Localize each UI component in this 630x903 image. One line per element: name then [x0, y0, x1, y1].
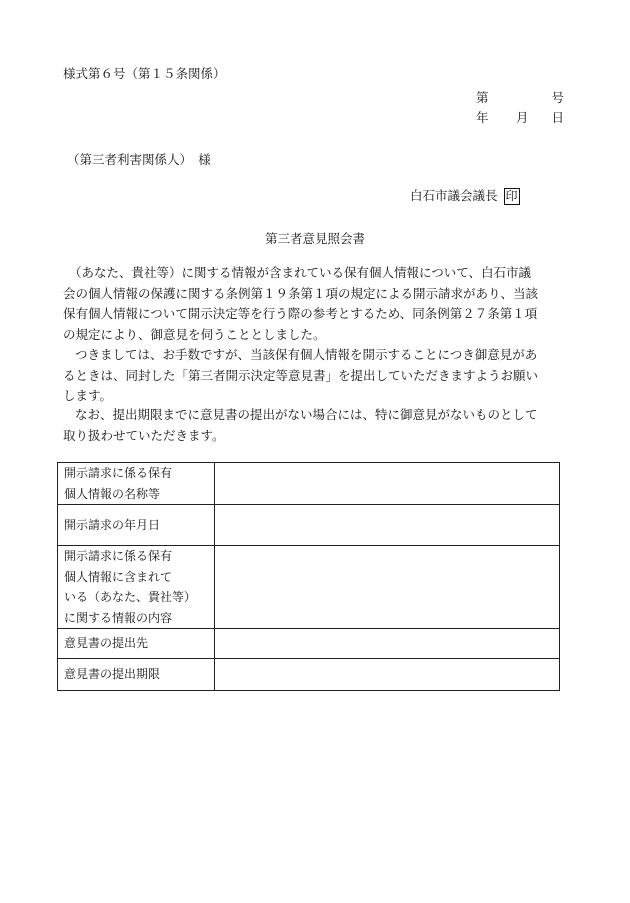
paragraph-line: 保有個人情報について開示決定等を行う際の参考とするため、同条例第２７条第１項	[63, 306, 538, 321]
seal-stamp: 印	[505, 189, 518, 203]
addressee: （第三者利害関係人） 様	[67, 152, 211, 167]
paragraph-line: 取り扱わせていただきます。	[63, 427, 225, 443]
label-line: 個人情報の名称等	[64, 486, 161, 501]
table-label-cell	[58, 505, 215, 546]
table-row	[58, 659, 560, 691]
label-line: いる（あなた、貴社等）	[64, 590, 197, 604]
body-paragraph-3	[63, 405, 563, 446]
document-title: 第三者意見照会書	[264, 231, 365, 246]
table-value-cell[interactable]	[214, 659, 559, 691]
label-line: 開示請求に係る保有	[64, 549, 173, 563]
form-number: 様式第６号（第１５条関係）	[63, 66, 226, 81]
label-line: 意見書の提出期限	[64, 667, 161, 682]
paragraph-line: の規定により、御意見を伺うこととしました。	[63, 326, 326, 342]
table-label-cell	[58, 546, 215, 629]
table-value-cell[interactable]	[214, 463, 559, 505]
sender	[410, 186, 520, 205]
table-row	[58, 463, 560, 505]
sender-name: 白石市議会議長	[410, 188, 498, 203]
body-paragraph-1	[63, 263, 563, 345]
paragraph-line: なお、提出期限までに意見書の提出がない場合には、特に御意見がないものとして	[75, 407, 538, 422]
table-label-cell	[58, 629, 215, 659]
body-paragraph-2	[63, 345, 563, 407]
paragraph-line: します。	[63, 388, 113, 403]
info-table	[57, 462, 560, 691]
label-line: 開示請求の年月日	[64, 517, 161, 532]
paragraph-line: つきましては、お手数ですが、当該保有個人情報を開示することにつき御意見があ	[75, 347, 538, 362]
table-row	[58, 546, 560, 629]
table-value-cell[interactable]	[214, 629, 559, 659]
date-month-label: 月	[516, 110, 529, 125]
label-line: に関する情報の内容	[64, 610, 173, 625]
table-value-cell[interactable]	[214, 505, 559, 546]
date-year-label: 年	[476, 110, 489, 125]
paragraph-line: （あなた、貴社等）に関する情報が含まれている保有個人情報について、白石市議	[69, 265, 532, 280]
table-row	[58, 629, 560, 659]
number-prefix-label: 第	[476, 90, 489, 105]
label-line: 意見書の提出先	[64, 636, 149, 651]
number-suffix-label: 号	[551, 90, 564, 105]
label-line: 開示請求に係る保有	[64, 466, 173, 480]
table-row	[58, 505, 560, 546]
paragraph-line: るときは、同封した「第三者開示決定等意見書」を提出していただきますようお願い	[63, 367, 539, 383]
date-day-label: 日	[551, 110, 564, 125]
label-line: 個人情報に含まれて	[64, 569, 173, 584]
paragraph-line: 会の個人情報の保護に関する条例第１９条第１項の規定による開示請求があり、当該	[63, 285, 539, 301]
table-value-cell[interactable]	[214, 546, 559, 629]
table-label-cell	[58, 463, 215, 505]
table-label-cell	[58, 659, 215, 691]
